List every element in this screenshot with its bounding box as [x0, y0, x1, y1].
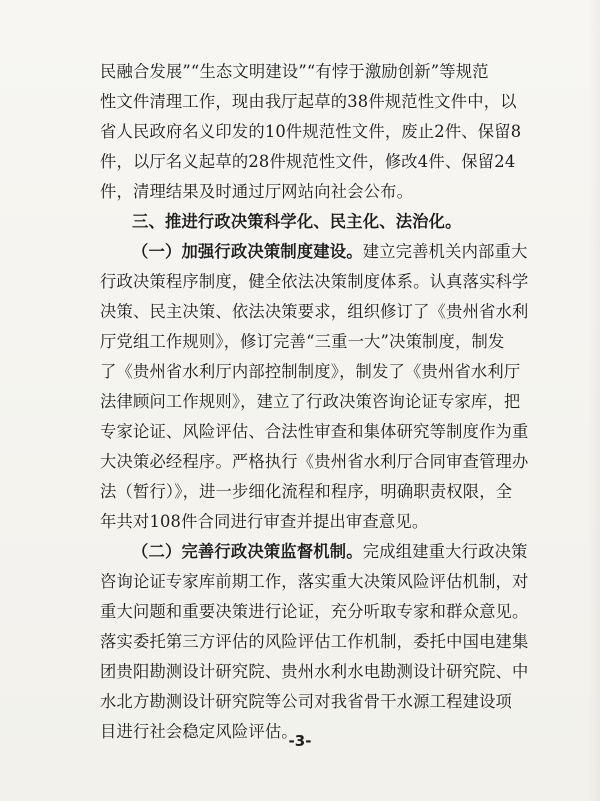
text-line: 省人民政府名义印发的10件规范性文件，废止2件、保留8 — [100, 122, 522, 141]
text-line: 咨询论证专家库前期工作，落实重大决策风险评估机制，对 — [100, 572, 529, 591]
text-line: 件，清理结果及时通过厅网站向社会公布。 — [100, 182, 414, 201]
text-line: 性文件清理工作，现由我厅起草的38件规范性文件中，以 — [100, 92, 517, 111]
text-line: 团贵阳勘测设计研究院、贵州水利水电勘测设计研究院、中 — [100, 662, 529, 681]
text-line: 决策、民主决策、依法决策要求，组织修订了《贵州省水利 — [100, 302, 529, 321]
section-heading: 三、推进行政决策科学化、民主化、法治化。 — [132, 212, 462, 231]
text-line: 重大问题和重要决策进行论证，充分听取专家和群众意见。 — [100, 602, 529, 621]
text-line: 法律顾问工作规则》，建立了行政决策咨询论证专家库，把 — [100, 392, 521, 411]
text-line: 厅党组工作规则》，修订完善“三重一大”决策制度，制发 — [100, 332, 505, 351]
paragraph-line-with-subhead — [132, 537, 528, 567]
text-segment: 完成组建重大行政决策 — [362, 542, 528, 561]
page-number: -3- — [288, 732, 312, 750]
text-line: 年共对108件合同进行审查并提出审查意见。 — [100, 512, 429, 531]
text-line: 大决策必经程序。严格执行《贵州省水利厅合同审查管理办 — [100, 452, 529, 471]
text-line: 行政决策程序制度，健全依法决策制度体系。认真落实科学 — [100, 272, 529, 291]
paragraph-line-with-subhead — [132, 237, 528, 267]
text-line: 水北方勘测设计研究院等公司对我省骨干水源工程建设项 — [100, 692, 513, 711]
subhead-one: （一）加强行政决策制度建设。 — [132, 242, 363, 261]
text-line: 了《贵州省水利厅内部控制制度》，制发了《贵州省水利厅 — [100, 362, 521, 381]
text-segment: 建立完善机关内部重大 — [362, 242, 528, 261]
text-line: 专家论证、风险评估、合法性审查和集体研究等制度作为重 — [100, 422, 529, 441]
text-line: 民融合发展”“生态文明建设”“有悖于激励创新”等规范 — [100, 62, 489, 81]
text-line: 法（暂行）》，进一步细化流程和程序，明确职责权限，全 — [100, 482, 513, 501]
text-line: 目进行社会稳定风险评估。 — [100, 722, 298, 741]
subhead-two: （二）完善行政决策监督机制。 — [132, 542, 363, 561]
scan-edge-shadow — [588, 0, 600, 801]
text-line: 落实委托第三方评估的风险评估工作机制，委托中国电建集 — [100, 632, 529, 651]
text-line: 件，以厅名义起草的28件规范性文件，修改4件、保留24 — [100, 152, 516, 171]
